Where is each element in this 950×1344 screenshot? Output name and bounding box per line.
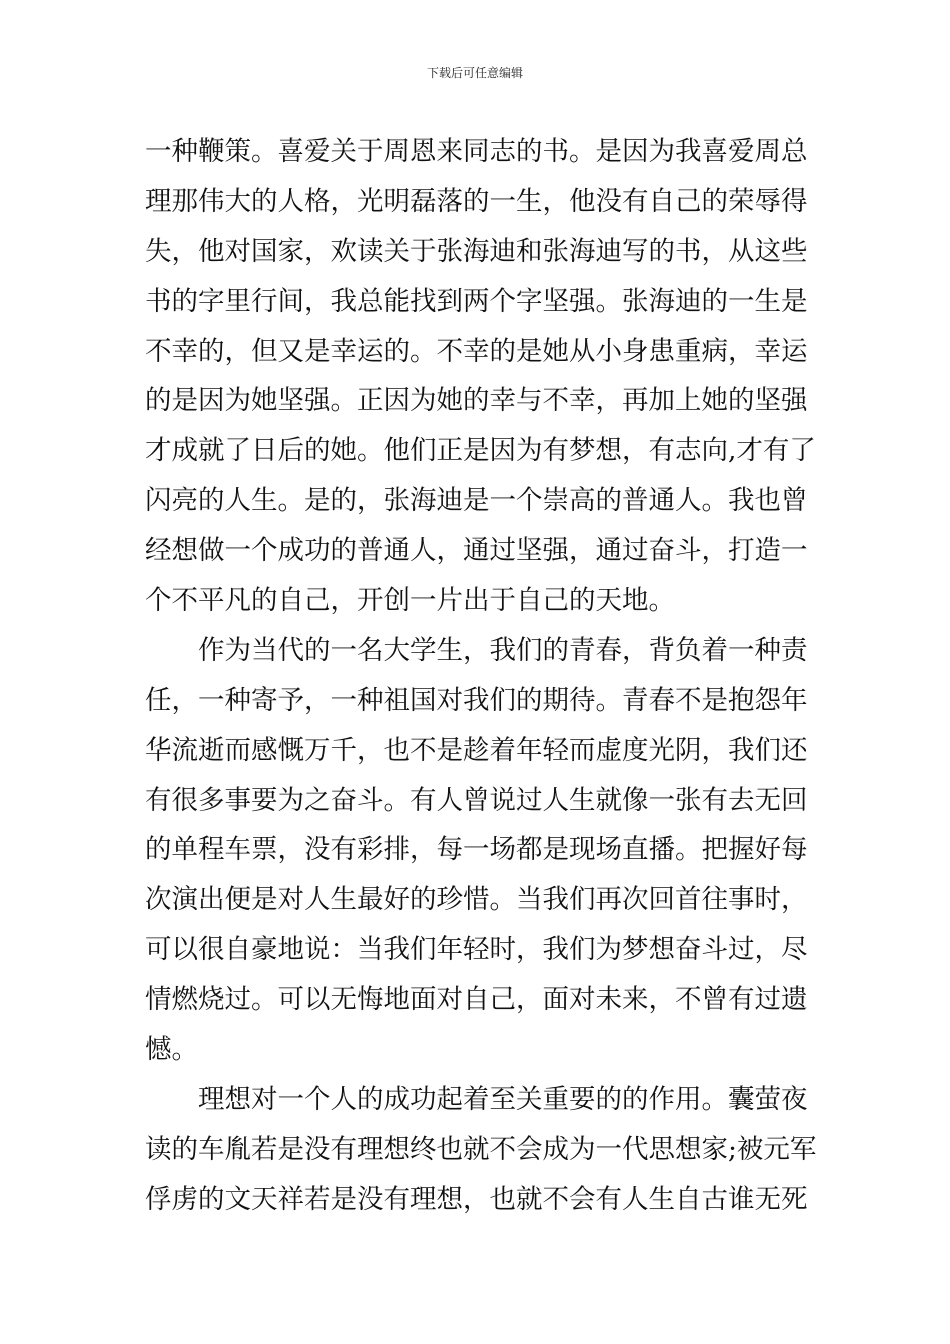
text-line: 可以很自豪地说：当我们年轻时，我们为梦想奋斗过，尽	[145, 934, 808, 966]
text-line: 情燃烧过。可以无悔地面对自己，面对未来，不曾有过遗	[145, 984, 808, 1016]
text-line: 个不平凡的自己，开创一片出于自己的天地。	[145, 585, 675, 617]
text-line: 经想做一个成功的普通人，通过坚强，通过奋斗，打造一	[145, 535, 808, 567]
text-line: 的单程车票，没有彩排，每一场都是现场直播。把握好每	[145, 834, 808, 866]
body-text	[145, 127, 817, 1225]
text-line: 闪亮的人生。是的，张海迪是一个崇高的普通人。我也曾	[145, 485, 808, 517]
text-line: 俘虏的文天祥若是没有理想，也就不会有人生自古谁无死	[145, 1183, 808, 1215]
text-line: 理那伟大的人格，光明磊落的一生，他没有自己的荣辱得	[145, 185, 808, 217]
text-line: 书的字里行间，我总能找到两个字坚强。张海迪的一生是	[145, 285, 808, 317]
text-line: 读的车胤若是没有理想终也就不会成为一代思想家;被元军	[145, 1133, 817, 1165]
text-line: 才成就了日后的她。他们正是因为有梦想，有志向,才有了	[145, 435, 816, 467]
text-line: 失，他对国家，欢读关于张海迪和张海迪写的书，从这些	[145, 235, 808, 267]
text-line: 华流逝而感慨万千，也不是趁着年轻而虚度光阴，我们还	[145, 734, 808, 766]
text-line: 任，一种寄予，一种祖国对我们的期待。青春不是抱怨年	[145, 684, 808, 716]
text-line: 一种鞭策。喜爱关于周恩来同志的书。是因为我喜爱周总	[145, 136, 808, 167]
paragraph-first-line: 作为当代的一名大学生，我们的青春，背负着一种责	[198, 634, 808, 666]
page-header: 下载后可任意编辑	[426, 66, 523, 80]
text-line: 不幸的，但又是幸运的。不幸的是她从小身患重病，幸运	[145, 335, 808, 367]
text-line: 憾。	[145, 1034, 198, 1066]
text-line: 有很多事要为之奋斗。有人曾说过人生就像一张有去无回	[145, 784, 808, 816]
text-line: 的是因为她坚强。正因为她的幸与不幸，再加上她的坚强	[145, 385, 808, 417]
paragraph-first-line: 理想对一个人的成功起着至关重要的的作用。囊萤夜	[198, 1083, 808, 1115]
text-line: 次演出便是对人生最好的珍惜。当我们再次回首往事时，	[145, 884, 808, 916]
